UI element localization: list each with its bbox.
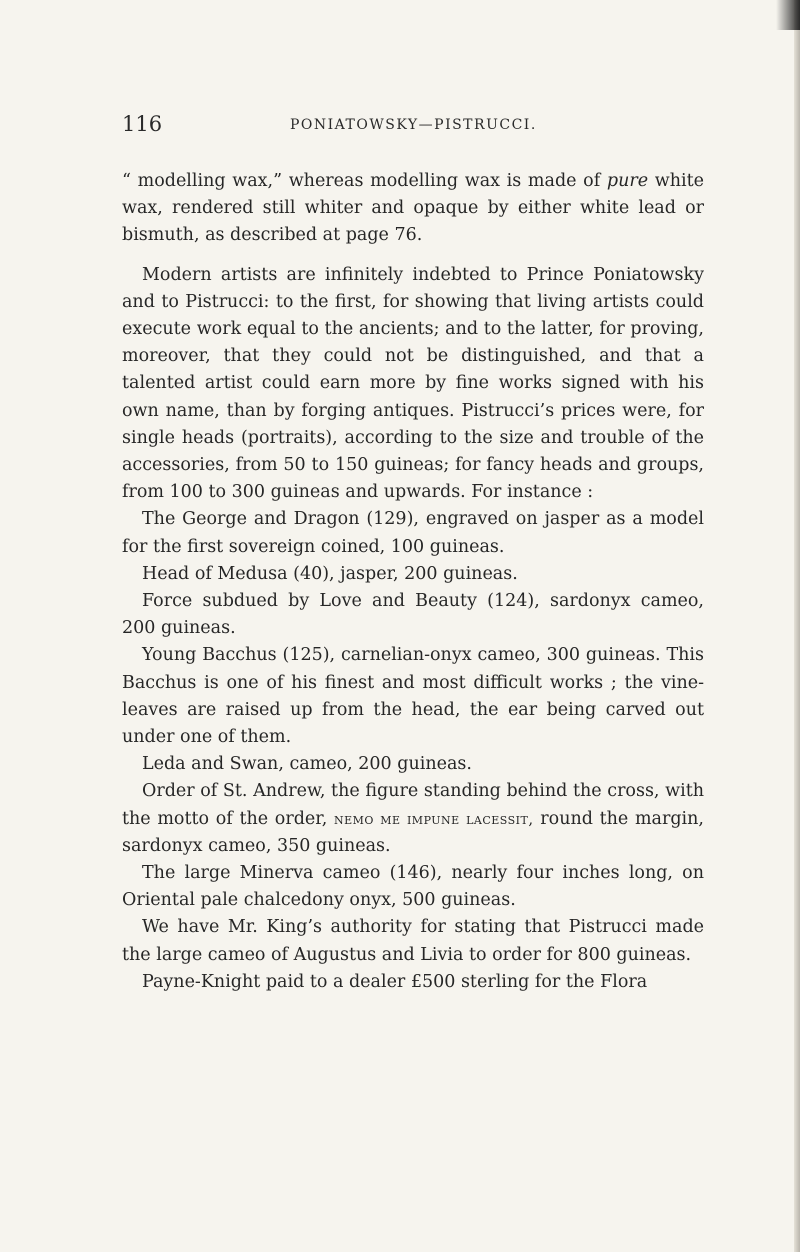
- motto-smallcaps: nemo me impune lacessit,: [333, 809, 534, 828]
- page-corner-shadow: [776, 0, 800, 30]
- paragraph-modern-artists: Modern artists are infinitely indebted to Prince Poniatowsky and to Pistrucci: to the first, for showing that living artists could execute work equal to the ancients; and to the latter, for proving, moreover, that they could not be distinguished, and that a talented artist could earn more by fine works signed with his own name, than by forging antiques. Pistrucci’s prices were, for single heads (portraits), according to the size and trouble of the accessories, from 50 to 150 guineas; for fancy heads and groups, from 100 to 300 guineas and upwards. For instance :: [122, 264, 704, 503]
- italic-word: pure: [606, 171, 649, 191]
- list-item-young-bacchus: Young Bacchus (125), carnelian-onyx cameo, 300 guineas. This Bacchus is one of his finest and most difficult works ; the vine-leaves are raised up from the head, the ear being carved out under one of them.: [122, 645, 704, 748]
- paragraph-payne-knight: Payne-Knight paid to a dealer £500 sterling for the Flora: [142, 971, 648, 992]
- list-item-minerva: The large Minerva cameo (146), nearly four inches long, on Oriental pale chalcedony onyx, 500 guineas.: [122, 863, 704, 911]
- paragraph-text: round the margin, sardonyx cameo, 350 guineas.: [122, 808, 704, 856]
- paragraph-text: “ modelling wax,” whereas modelling wax is made of: [122, 171, 607, 191]
- paragraph-text: Order of St. Andrew, the figure standing behind the cross, with the motto of the order,: [122, 781, 704, 829]
- list-item-force-subdued: Force subdued by Love and Beauty (124), sardonyx cameo, 200 guineas.: [122, 591, 704, 639]
- list-item-st-andrew: [122, 778, 704, 860]
- page-number: 116: [122, 112, 163, 136]
- paragraph-text: white wax, rendered still whiter and opaque by either white lead or bismuth, as described at page 76.: [122, 171, 704, 246]
- list-item-medusa: Head of Medusa (40), jasper, 200 guineas.: [142, 563, 518, 584]
- list-item-george-dragon: The George and Dragon (129), engraved on jasper as a model for the first sovereign coined, 100 guineas.: [122, 509, 704, 557]
- list-item-leda-swan: Leda and Swan, cameo, 200 guineas.: [142, 754, 472, 775]
- page-header: [122, 112, 702, 142]
- running-head: PONIATOWSKY—PISTRUCCI.: [290, 117, 537, 133]
- paragraph-modelling-wax: [122, 168, 704, 250]
- paragraph-kings-authority: We have Mr. King’s authority for stating that Pistrucci made the large cameo of Augustus and Livia to order for 800 guineas.: [122, 917, 704, 965]
- page-edge-shadow: [794, 0, 800, 1252]
- page-body: [122, 168, 704, 996]
